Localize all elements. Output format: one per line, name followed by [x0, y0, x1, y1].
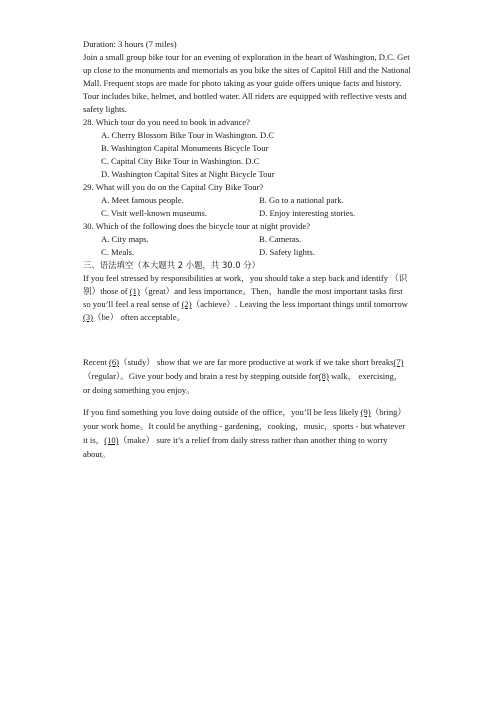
passage-text: （achieve）. Leaving the less important things until tomorrow: [191, 299, 408, 309]
passage-text: （bring）: [370, 407, 407, 417]
section-heading: 三、语法填空（本大题共 2 小题，共 30.0 分）: [83, 260, 260, 270]
tour-description-line: Join a small group bike tour for an evening of exploration in the heart of Washington, D.C. Get: [83, 52, 410, 62]
question-29-option-a: A. Meet famous people.: [101, 195, 184, 205]
passage-3-line: about。: [83, 449, 111, 459]
passage-3-line: your work home。It could be anything - gardening，cooking，music，sports - but whatever: [83, 421, 406, 431]
tour-description-line: up close to the monuments and memorials as you bike the sites of Capitol Hill and the National: [83, 65, 411, 75]
question-28-option-d: D. Washington Capital Sites at Night Bicycle Tour: [101, 169, 275, 179]
passage-2-line: or doing something you enjoy。: [83, 385, 195, 395]
passage-text: （make） sure it’s a relief from daily stress rather than another thing to worry: [118, 435, 388, 445]
blank-6[interactable]: (6): [109, 357, 120, 367]
passage-3-line: [83, 407, 406, 418]
question-29-option-b: B. Go to a national park.: [259, 195, 344, 205]
passage-3-line: [83, 435, 388, 446]
question-28-stem: 28. Which tour do you need to book in advance?: [83, 117, 250, 127]
question-28-option-b: B. Washington Capital Monuments Bicycle Tour: [101, 143, 269, 153]
passage-1-line: If you feel stressed by responsibilities at work，you should take a step back and identify （识: [83, 273, 408, 283]
blank-8[interactable]: (8): [318, 371, 329, 381]
question-30-option-d: D. Safety lights.: [259, 247, 315, 257]
passage-text: it is，: [83, 435, 105, 445]
question-29-option-d: D. Enjoy interesting stories.: [259, 208, 356, 218]
passage-text: so you’ll feel a real sense of: [83, 299, 182, 309]
passage-1-line: [83, 286, 403, 297]
passage-text: If you find something you love doing outside of the office，you’ll be less likely: [83, 407, 361, 417]
blank-9[interactable]: (9): [360, 407, 371, 417]
tour-description-line: safety lights.: [83, 104, 127, 114]
passage-text: （great）and less importance。Then，handle the most important tasks first: [139, 286, 403, 296]
question-28-option-a: A. Cherry Blossom Bike Tour in Washington. D.C: [101, 130, 275, 140]
question-30-stem: 30. Which of the following does the bicycle tour at night provide?: [83, 221, 311, 231]
question-30-option-b: B. Cameras.: [259, 234, 302, 244]
blank-7[interactable]: (7): [393, 357, 404, 367]
question-30-option-a: A. City maps.: [101, 234, 149, 244]
question-29-stem: 29. What will you do on the Capital City Bike Tour?: [83, 182, 264, 192]
passage-1-line: [83, 312, 185, 323]
question-28-option-c: C. Capital City Bike Tour in Washington. D.C: [101, 156, 260, 166]
blank-2[interactable]: (2): [181, 299, 192, 309]
blank-1[interactable]: (1): [129, 286, 140, 296]
passage-1-line: [83, 299, 408, 310]
tour-duration: Duration: 3 hours (7 miles): [83, 39, 177, 49]
passage-text: walk， exercising，: [328, 371, 403, 381]
blank-3[interactable]: (3): [83, 312, 94, 322]
passage-text: （regular）。Give your body and brain a rest by stepping outside for: [83, 371, 319, 381]
question-29-option-c: C. Visit well-known museums.: [101, 208, 208, 218]
passage-text: 别）those of: [83, 286, 130, 296]
passage-text: Recent: [83, 357, 110, 367]
tour-description-line: Tour includes bike, helmet, and bottled water. All riders are equipped with reflective vests and: [83, 91, 407, 101]
tour-description-line: Mall. Frequent stops are made for photo taking as your guide offers unique facts and history.: [83, 78, 402, 88]
passage-2-line: [83, 371, 402, 382]
passage-text: （study） show that we are far more productive at work if we take short breaks: [119, 357, 394, 367]
passage-text: （be） often acceptable。: [93, 312, 186, 322]
question-30-option-c: C. Meals.: [101, 247, 135, 257]
blank-10[interactable]: (10): [104, 435, 119, 445]
passage-2-line: [83, 357, 404, 368]
